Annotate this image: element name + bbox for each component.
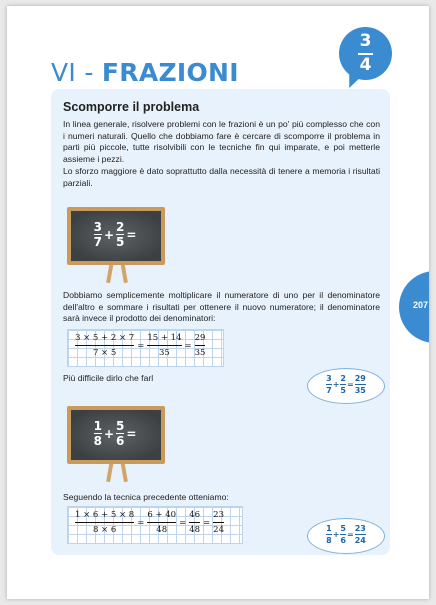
chalk-expression	[71, 420, 161, 447]
chalk-equals: =	[126, 426, 137, 441]
chalkboard-1	[67, 207, 165, 285]
result-oval-2	[307, 518, 385, 554]
chapter-name: FRAZIONI	[101, 58, 239, 87]
chalkboard-slate	[71, 211, 161, 261]
r2-numerator: 5	[340, 524, 346, 533]
r2-result-numerator: 23	[354, 524, 366, 533]
chalk-equals: =	[126, 227, 137, 242]
chalk-expression	[71, 221, 161, 248]
r1-plus: +	[332, 380, 340, 389]
book-page	[7, 6, 429, 599]
chalk-numerator: 1	[93, 419, 102, 433]
following-text: Seguendo la tecnica precedente otteniamo:	[63, 492, 229, 502]
eq2-c-denominator: 48	[189, 525, 201, 535]
eq1-b-numerator: 15 + 14	[147, 333, 182, 343]
chalk-numerator: 3	[93, 220, 102, 234]
intro-paragraph: In linea generale, risolvere problemi con le frazioni è un po' più complesso che con i numeri naturali. Quello che dobbiamo fare è cercare di scomporre il problema in parti più piccole, tutte risolvibili con le tecniche fin qui imparate, e poi metterle assieme i pezzi.	[63, 119, 380, 164]
chapter-fraction-badge	[339, 27, 392, 80]
eq1-c-denominator: 35	[194, 348, 206, 358]
equation-2	[75, 510, 224, 535]
r2-equals: =	[347, 530, 354, 539]
chalk-denominator: 6	[116, 434, 125, 448]
eq2-equals: =	[203, 517, 211, 528]
result-oval-1	[307, 368, 385, 404]
chalk-plus: +	[103, 426, 114, 441]
equation-1	[75, 333, 205, 358]
eq2-d-numerator: 23	[213, 510, 224, 520]
page-number: 207	[413, 300, 429, 310]
chapter-title	[51, 58, 239, 87]
eq2-d-denominator: 24	[213, 525, 224, 535]
chalkboard-2	[67, 406, 165, 484]
chalk-denominator: 8	[93, 434, 102, 448]
chalk-denominator: 5	[116, 235, 125, 249]
eq2-a-numerator: 1 × 6 + 5 × 8	[75, 510, 135, 520]
chalk-denominator: 7	[93, 235, 102, 249]
eq2-a-denominator: 8 × 6	[92, 525, 117, 535]
r1-result-numerator: 29	[354, 374, 366, 383]
eq1-b-denominator: 35	[159, 348, 170, 358]
badge-denominator: 4	[359, 55, 372, 75]
r1-denominator: 5	[340, 386, 346, 395]
chalk-numerator: 2	[116, 220, 125, 234]
r1-denominator: 7	[326, 386, 332, 395]
eq1-c-numerator: 29	[194, 333, 206, 343]
r1-numerator: 2	[340, 374, 346, 383]
r2-plus: +	[332, 530, 340, 539]
eq1-equals: =	[184, 340, 192, 351]
chalk-numerator: 5	[116, 419, 125, 433]
r2-denominator: 8	[326, 536, 332, 545]
chalk-plus: +	[103, 227, 114, 242]
eq2-b-numerator: 6 + 40	[147, 510, 177, 520]
eq2-equals: =	[137, 517, 145, 528]
harder-text: Più difficile dirlo che farl	[63, 373, 154, 383]
eq1-equals: =	[137, 340, 145, 351]
r2-denominator: 6	[340, 536, 346, 545]
eq2-equals: =	[179, 517, 187, 528]
intro-paragraph-2: Lo sforzo maggiore è dato soprattutto dalla necessità di tenere a memoria i risultati parziali.	[63, 166, 380, 188]
r2-numerator: 1	[326, 524, 332, 533]
r1-equals: =	[347, 380, 354, 389]
r1-numerator: 3	[326, 374, 332, 383]
method-paragraph: Dobbiamo semplicemente moltiplicare il numeratore di uno per il denominatore dell'altro e sommare i risultati per ottenere il nuovo numeratore; il denominatore sarà invece il prodotto dei denominatori:	[63, 290, 380, 324]
r2-result-denominator: 24	[354, 536, 366, 545]
page-number-tab	[399, 271, 429, 343]
section-title: Scomporre il problema	[63, 100, 200, 114]
badge-numerator: 3	[359, 31, 372, 51]
eq2-c-numerator: 46	[189, 510, 201, 520]
r1-result-denominator: 35	[354, 386, 366, 395]
eq1-a-denominator: 7 × 5	[92, 348, 117, 358]
chalkboard-slate	[71, 410, 161, 460]
eq1-a-numerator: 3 × 5 + 2 × 7	[75, 333, 135, 343]
eq2-b-denominator: 48	[156, 525, 168, 535]
chapter-prefix: VI -	[51, 58, 102, 87]
